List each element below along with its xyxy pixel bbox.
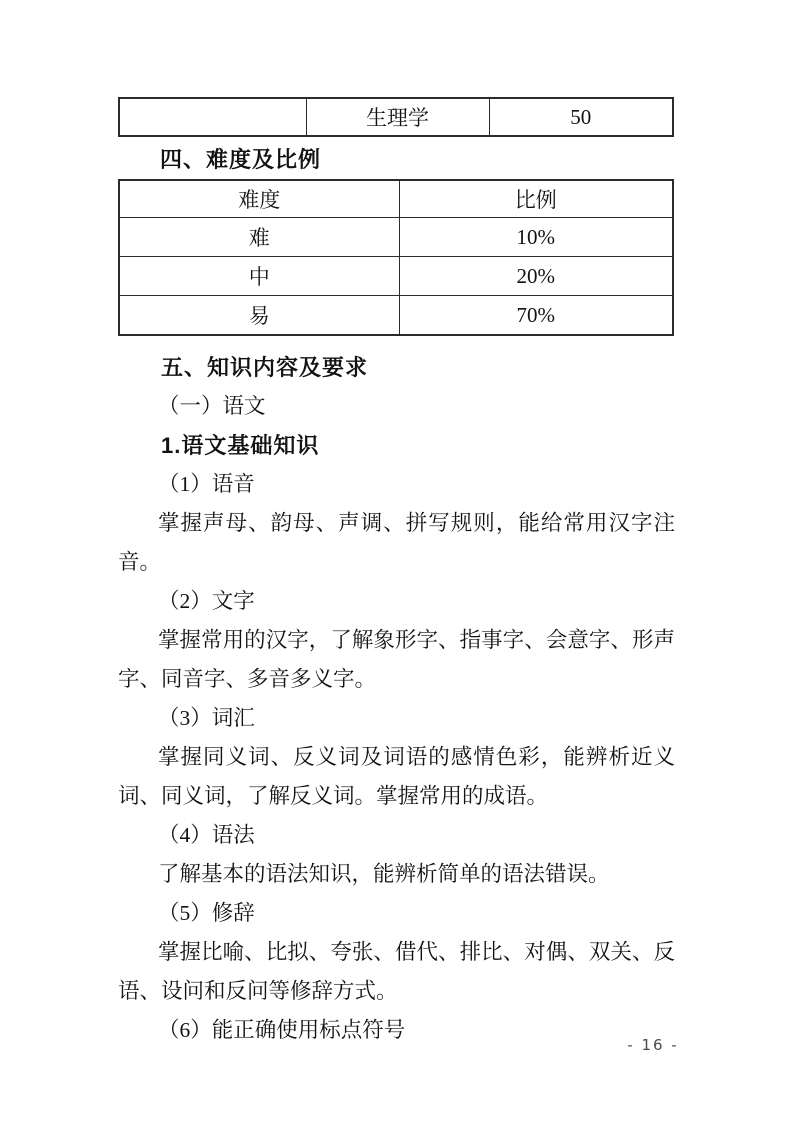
section4-heading: 四、难度及比例: [160, 147, 322, 172]
item-1-text: 掌握声母、韵母、声调、拼写规则，能给常用汉字注音。: [118, 511, 675, 574]
table-row: [119, 296, 673, 336]
subsection-label: （一）语文: [158, 394, 266, 418]
item-4-label: （4）语法: [158, 823, 255, 847]
difficulty-cell: 中: [119, 257, 399, 296]
subject-score-table: [118, 97, 674, 137]
item-5-text: 掌握比喻、比拟、夸张、借代、排比、对偶、双关、反语、设问和反问等修辞方式。: [118, 940, 675, 1003]
section5-heading: 五、知识内容及要求: [161, 355, 369, 380]
item-4-text: 了解基本的语法知识，能辨析简单的语法错误。: [158, 862, 610, 886]
item-1-label: （1）语音: [158, 472, 255, 496]
item-5-label: （5）修辞: [158, 901, 255, 925]
item-2-label: （2）文字: [158, 589, 255, 613]
item-6-label: （6）能正确使用标点符号: [158, 1018, 406, 1042]
table-row: [119, 98, 673, 136]
knowledge-section: [118, 348, 675, 1050]
difficulty-header-cell: 难度: [119, 180, 399, 218]
subject-table-blank-cell: [119, 98, 306, 136]
table-row: [119, 257, 673, 296]
subject-table-score-cell: 50: [489, 98, 673, 136]
item-2-text: 掌握常用的汉字，了解象形字、指事字、会意字、形声字、同音字、多音多义字。: [118, 628, 675, 691]
item-3-text: 掌握同义词、反义词及词语的感情色彩，能辨析近义词、同义词，了解反义词。掌握常用的成语。: [118, 745, 675, 808]
ratio-cell: 10%: [399, 218, 673, 257]
topic-heading: 1.语文基础知识: [161, 433, 320, 458]
ratio-header-cell: 比例: [399, 180, 673, 218]
table-header-row: [119, 180, 673, 218]
difficulty-cell: 难: [119, 218, 399, 257]
difficulty-ratio-table: [118, 179, 674, 336]
page-number: - 16 -: [627, 1036, 679, 1054]
difficulty-cell: 易: [119, 296, 399, 336]
table-row: [119, 218, 673, 257]
subject-table-subject-cell: 生理学: [306, 98, 489, 136]
ratio-cell: 20%: [399, 257, 673, 296]
ratio-cell: 70%: [399, 296, 673, 336]
item-3-label: （3）词汇: [158, 706, 255, 730]
